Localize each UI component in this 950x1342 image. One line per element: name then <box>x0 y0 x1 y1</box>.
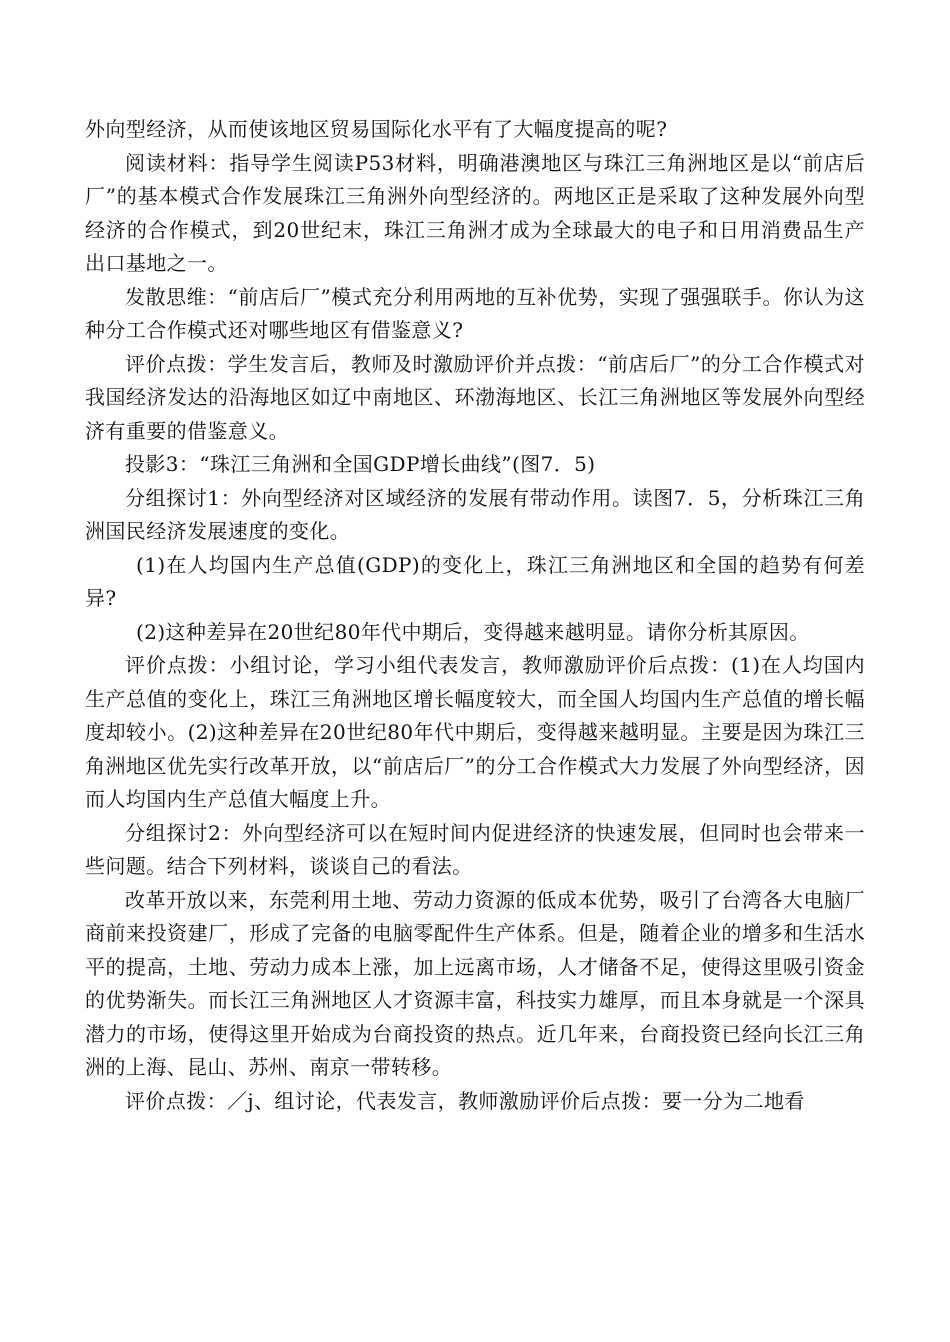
paragraph-reading-material: 阅读材料：指导学生阅读P53材料，明确港澳地区与珠江三角洲地区是以“前店后厂”的基本模式合作发展珠江三角洲外向型经济的。两地区正是采取了这种发展外向型经济的合作模式，到20世纪末，珠江三角洲才成为全球最大的电子和日用消费品生产出口基地之一。 <box>85 150 865 275</box>
paragraph-evaluation-3: 评价点拨：／j、组讨论，代表发言，教师激励评价后点拨：要一分为二地看 <box>125 1088 805 1113</box>
paragraph-question-1: (1)在人均国内生产总值(GDP)的变化上，珠江三角洲地区和全国的趋势有何差异? <box>85 552 865 610</box>
paragraph-evaluation-1: 评价点拨：学生发言后，教师及时激励评价并点拨：“前店后厂”的分工合作模式对我国经济发达的沿海地区如辽中南地区、环渤海地区、长江三角洲地区等发展外向型经济有重要的借鉴意义。 <box>85 351 865 443</box>
paragraph-evaluation-2: 评价点拨：小组讨论，学习小组代表发言，教师激励评价后点拨：(1)在人均国内生产总值的变化上，珠江三角洲地区增长幅度较大，而全国人均国内生产总值的增长幅度却较小。(2)这种差异在20世纪80年代中期后，变得越来越明显。主要是因为珠江三角洲地区优先实行改革开放，以“前店后厂”的分工合作模式大力发展了外向型经济，因而人均国内生产总值大幅度上升。 <box>85 653 865 811</box>
paragraph-group-discussion-2: 分组探讨2：外向型经济可以在短时间内促进经济的快速发展，但同时也会带来一些问题。结合下列材料，谈谈自己的看法。 <box>85 820 865 878</box>
paragraph-divergent-thinking: 发散思维：“前店后厂”模式充分利用两地的互补优势，实现了强强联手。你认为这种分工合作模式还对哪些地区有借鉴意义? <box>85 284 865 342</box>
document-body <box>85 113 865 1118</box>
paragraph-1: 外向型经济，从而使该地区贸易国际化水平有了大幅度提高的呢? <box>85 117 668 141</box>
paragraph-material-dongguan: 改革开放以来，东莞利用土地、劳动力资源的低成本优势，吸引了台湾各大电脑厂商前来投资建厂，形成了完备的电脑零配件生产体系。但是，随着企业的增多和生活水平的提高，土地、劳动力成本上涨，加上远离市场，人才储备不足，使得这里吸引资金的优势渐失。而长江三角洲地区人才资源丰富，科技实力雄厚，而且本身就是一个深具潜力的市场，使得这里开始成为台商投资的热点。近几年来，台商投资已经向长江三角洲的上海、昆山、苏州、南京一带转移。 <box>85 887 865 1079</box>
paragraph-question-2: (2)这种差异在20世纪80年代中期后，变得越来越明显。请你分析其原因。 <box>136 619 810 644</box>
paragraph-projection-3: 投影3：“珠江三角洲和全国GDP增长曲线”(图7．5) <box>125 452 596 476</box>
paragraph-group-discussion-1: 分组探讨1：外向型经济对区域经济的发展有带动作用。读图7．5，分析珠江三角洲国民经济发展速度的变化。 <box>85 485 865 543</box>
